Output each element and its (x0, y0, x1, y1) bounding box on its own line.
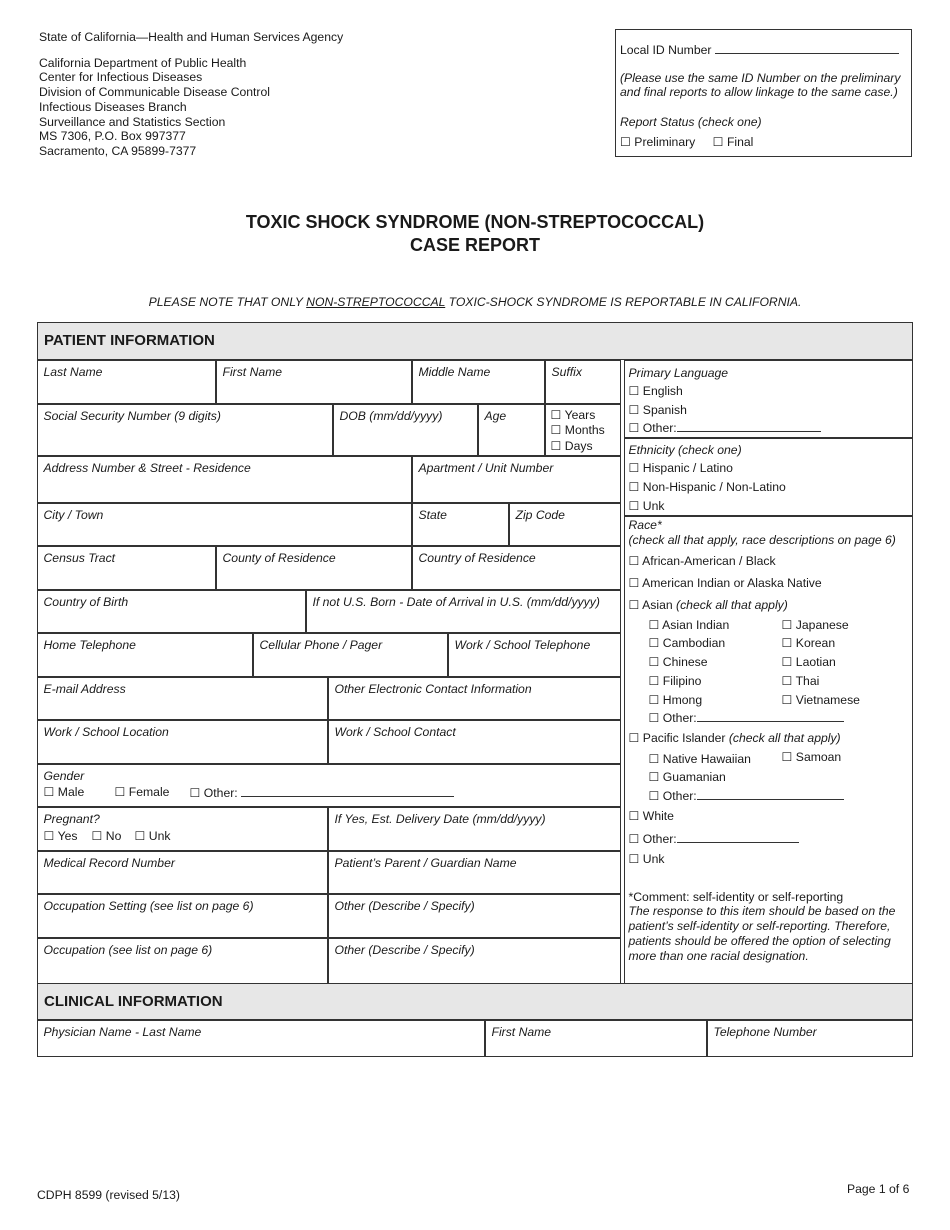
address-label: Address Number & Street - Residence (43, 460, 251, 475)
native-hawaiian-checkbox[interactable]: ☐ Native Hawaiian (648, 751, 751, 766)
title-line1: TOXIC SHOCK SYNDROME (NON-STREPTOCOCCAL) (245, 212, 705, 232)
suffix-label: Suffix (551, 364, 582, 379)
country-residence-label: Country of Residence (418, 550, 536, 565)
english-checkbox[interactable]: ☐ English (628, 384, 683, 398)
ethnicity-label: Ethnicity (check one) (628, 442, 742, 457)
email-field[interactable] (37, 677, 328, 720)
dob-label: DOB (mm/dd/yyyy) (339, 408, 443, 423)
zip-label: Zip Code (515, 507, 565, 522)
cellular-label: Cellular Phone / Pager (259, 637, 383, 652)
last-name-label: Last Name (43, 364, 103, 379)
occupation-setting-label: Occupation Setting (see list on page 6) (43, 898, 254, 913)
ethnicity-unk-checkbox[interactable]: ☐ Unk (628, 498, 665, 513)
middle-name-label: Middle Name (418, 364, 491, 379)
japanese-checkbox[interactable]: ☐ Japanese (781, 617, 849, 632)
comment-line: more than one racial designation. (628, 948, 809, 963)
race-other-checkbox[interactable]: ☐ Other: (628, 831, 677, 846)
non-hispanic-checkbox[interactable]: ☐ Non-Hispanic / Non-Latino (628, 479, 786, 494)
language-group (624, 360, 913, 438)
patient-info-header (37, 322, 913, 360)
arrival-date-field[interactable] (306, 590, 621, 633)
physician-telephone-label: Telephone Number (713, 1024, 817, 1039)
county-field[interactable] (216, 546, 412, 590)
agency-address-line: Center for Infectious Diseases (39, 70, 203, 85)
guamanian-checkbox[interactable]: ☐ Guamanian (648, 770, 726, 785)
other-describe-field-1[interactable] (328, 894, 621, 938)
arrival-date-label: If not U.S. Born - Date of Arrival in U.S. (mm/dd/yyyy) (312, 594, 600, 609)
years-checkbox[interactable]: ☐ Years (550, 407, 596, 422)
city-field[interactable] (37, 503, 412, 546)
months-checkbox[interactable]: ☐ Months (550, 423, 605, 437)
country-birth-label: Country of Birth (43, 594, 129, 609)
white-checkbox[interactable]: ☐ White (628, 808, 674, 823)
column-divider (620, 360, 621, 984)
delivery-date-field[interactable] (328, 807, 621, 851)
dob-field[interactable] (333, 404, 478, 456)
ethnicity-group (624, 438, 913, 516)
apartment-field[interactable] (412, 456, 621, 503)
email-label: E-mail Address (43, 681, 126, 696)
work-telephone-label: Work / School Telephone (454, 637, 591, 652)
first-name-label: First Name (222, 364, 283, 379)
age-label: Age (484, 408, 507, 423)
census-tract-field[interactable] (37, 546, 216, 590)
cambodian-checkbox[interactable]: ☐ Cambodian (648, 636, 726, 651)
race-note: (check all that apply, race descriptions on page 6) (628, 532, 896, 547)
country-birth-field[interactable] (37, 590, 306, 633)
local-id-label: Local ID Number (620, 43, 712, 57)
ssn-label: Social Security Number (9 digits) (43, 408, 221, 423)
other-contact-field[interactable] (328, 677, 621, 720)
agency-address-line: Surveillance and Statistics Section (39, 114, 226, 129)
days-checkbox[interactable]: ☐ Days (550, 438, 593, 453)
hmong-checkbox[interactable]: ☐ Hmong (648, 692, 703, 707)
first-name-field[interactable] (216, 360, 412, 404)
occupation-label: Occupation (see list on page 6) (43, 942, 213, 957)
gender-label: Gender (43, 768, 85, 783)
pregnant-yes-checkbox[interactable]: ☐ Yes (43, 828, 78, 843)
pacific-other-field[interactable] (697, 788, 844, 800)
pregnant-label: Pregnant? (43, 811, 100, 826)
age-field[interactable] (478, 404, 545, 456)
other-contact-label: Other Electronic Contact Information (334, 681, 532, 696)
title-line2: CASE REPORT (409, 235, 541, 255)
vietnamese-checkbox[interactable]: ☐ Vietnamese (781, 692, 860, 707)
asian-indian-checkbox[interactable]: ☐ Asian Indian (648, 617, 730, 632)
agency-block (39, 30, 343, 159)
left-border (37, 360, 38, 984)
asian-other-checkbox[interactable]: ☐ Other: (648, 711, 697, 726)
notice-post: TOXIC-SHOCK SYNDROME IS REPORTABLE IN CALIFORNIA. (445, 295, 802, 309)
thai-checkbox[interactable]: ☐ Thai (781, 673, 820, 688)
agency-address-line: Infectious Diseases Branch (39, 99, 187, 114)
samoan-checkbox[interactable]: ☐ Samoan (781, 749, 842, 764)
medical-record-field[interactable] (37, 851, 328, 894)
notice-underlined: NON-STREPTOCOCCAL (306, 295, 446, 309)
occupation-field[interactable] (37, 938, 328, 984)
physician-first-name-label: First Name (491, 1024, 552, 1039)
african-american-checkbox[interactable]: ☐ African-American / Black (628, 553, 776, 568)
final-checkbox[interactable]: ☐ Final (712, 135, 754, 149)
gender-group (37, 764, 621, 807)
other-describe-field-2[interactable] (328, 938, 621, 984)
spanish-checkbox[interactable]: ☐ Spanish (628, 402, 687, 417)
report-status-label: Report Status (check one) (620, 115, 762, 129)
agency-address-line: Sacramento, CA 95899-7377 (39, 143, 197, 158)
language-other-field[interactable] (677, 420, 821, 432)
age-unit-group (545, 404, 621, 456)
occupation-setting-field[interactable] (37, 894, 328, 938)
ssn-field[interactable] (37, 404, 333, 456)
clinical-info-title: CLINICAL INFORMATION (44, 993, 223, 1010)
gender-other-checkbox[interactable]: ☐ Other: (189, 785, 238, 800)
filipino-checkbox[interactable]: ☐ Filipino (648, 673, 702, 688)
gender-other-field[interactable] (241, 785, 454, 797)
female-checkbox[interactable]: ☐ Female (114, 784, 170, 799)
hispanic-checkbox[interactable]: ☐ Hispanic / Latino (628, 461, 733, 476)
notice-pre: PLEASE NOTE THAT ONLY (148, 295, 307, 309)
race-group (624, 516, 913, 984)
medical-record-label: Medical Record Number (43, 855, 175, 870)
local-id-field[interactable] (715, 42, 899, 54)
pregnant-group (37, 807, 328, 851)
comment-line: patients should be offered the option of selecting (628, 933, 891, 948)
laotian-checkbox[interactable]: ☐ Laotian (781, 655, 836, 670)
american-indian-checkbox[interactable]: ☐ American Indian or Alaska Native (628, 575, 822, 590)
address-field[interactable] (37, 456, 412, 503)
chinese-checkbox[interactable]: ☐ Chinese (648, 655, 708, 670)
census-tract-label: Census Tract (43, 550, 116, 565)
apartment-label: Apartment / Unit Number (418, 460, 554, 475)
county-label: County of Residence (222, 550, 336, 565)
physician-last-name-label: Physician Name - Last Name (43, 1024, 202, 1039)
guardian-label: Patient’s Parent / Guardian Name (334, 855, 517, 870)
male-checkbox[interactable]: ☐ Male (43, 784, 85, 799)
work-telephone-field[interactable] (448, 633, 621, 677)
id-note-line1: (Please use the same ID Number on the preliminary (620, 71, 901, 85)
delivery-date-label: If Yes, Est. Delivery Date (mm/dd/yyyy) (334, 811, 546, 826)
asian-note: (check all that apply) (676, 597, 788, 612)
language-label: Primary Language (628, 365, 729, 380)
local-id-box (615, 29, 912, 157)
home-telephone-label: Home Telephone (43, 637, 136, 652)
work-contact-label: Work / School Contact (334, 724, 456, 739)
comment-line: patient’s self-identity or self-reporting. Therefore, (628, 919, 891, 934)
korean-checkbox[interactable]: ☐ Korean (781, 636, 836, 651)
notice (0, 295, 950, 309)
preliminary-checkbox[interactable]: ☐ Preliminary (620, 135, 696, 149)
agency-name: State of California—Health and Human Services Agency (39, 30, 344, 44)
home-telephone-field[interactable] (37, 633, 253, 677)
page-title (0, 211, 950, 257)
id-note-line2: and final reports to allow linkage to the same case.) (620, 85, 898, 99)
guardian-field[interactable] (328, 851, 621, 894)
middle-name-field[interactable] (412, 360, 545, 404)
country-residence-field[interactable] (412, 546, 621, 590)
clinical-info-header (37, 983, 913, 1020)
work-location-field[interactable] (37, 720, 328, 764)
physician-last-name-field[interactable] (37, 1020, 485, 1057)
race-other-field[interactable] (677, 831, 799, 843)
physician-first-name-field[interactable] (485, 1020, 707, 1057)
city-label: City / Town (43, 507, 104, 522)
state-field[interactable] (412, 503, 509, 546)
last-name-field[interactable] (37, 360, 216, 404)
asian-other-field[interactable] (697, 710, 844, 722)
other-describe-label-1: Other (Describe / Specify) (334, 898, 475, 913)
pacific-other-checkbox[interactable]: ☐ Other: (648, 789, 697, 804)
agency-address-line: California Department of Public Health (39, 55, 247, 70)
work-contact-field[interactable] (328, 720, 621, 764)
pacific-note: (check all that apply) (728, 730, 841, 745)
pregnant-no-checkbox[interactable]: ☐ No (91, 828, 122, 843)
language-other-checkbox[interactable]: ☐ Other: (628, 421, 677, 435)
race-label: Race* (628, 517, 662, 532)
pregnant-unk-checkbox[interactable]: ☐ Unk (134, 828, 171, 843)
zip-field[interactable] (509, 503, 621, 546)
race-unk-checkbox[interactable]: ☐ Unk (628, 851, 665, 866)
comment-line: The response to this item should be based on the (628, 904, 896, 919)
asian-checkbox[interactable]: ☐ Asian (628, 597, 673, 612)
pacific-islander-checkbox[interactable]: ☐ Pacific Islander (628, 730, 726, 745)
cellular-field[interactable] (253, 633, 448, 677)
page-number: Page 1 of 6 (847, 1182, 910, 1196)
form-number: CDPH 8599 (revised 5/13) (37, 1188, 180, 1202)
other-describe-label-2: Other (Describe / Specify) (334, 942, 475, 957)
state-label: State (418, 507, 447, 522)
physician-telephone-field[interactable] (707, 1020, 913, 1057)
comment-title: *Comment: self-identity or self-reporting (628, 889, 844, 904)
agency-address-line: Division of Communicable Disease Control (39, 85, 270, 100)
work-location-label: Work / School Location (43, 724, 169, 739)
patient-info-title: PATIENT INFORMATION (44, 332, 215, 349)
agency-address-line: MS 7306, P.O. Box 997377 (39, 129, 186, 144)
suffix-field[interactable] (545, 360, 621, 404)
